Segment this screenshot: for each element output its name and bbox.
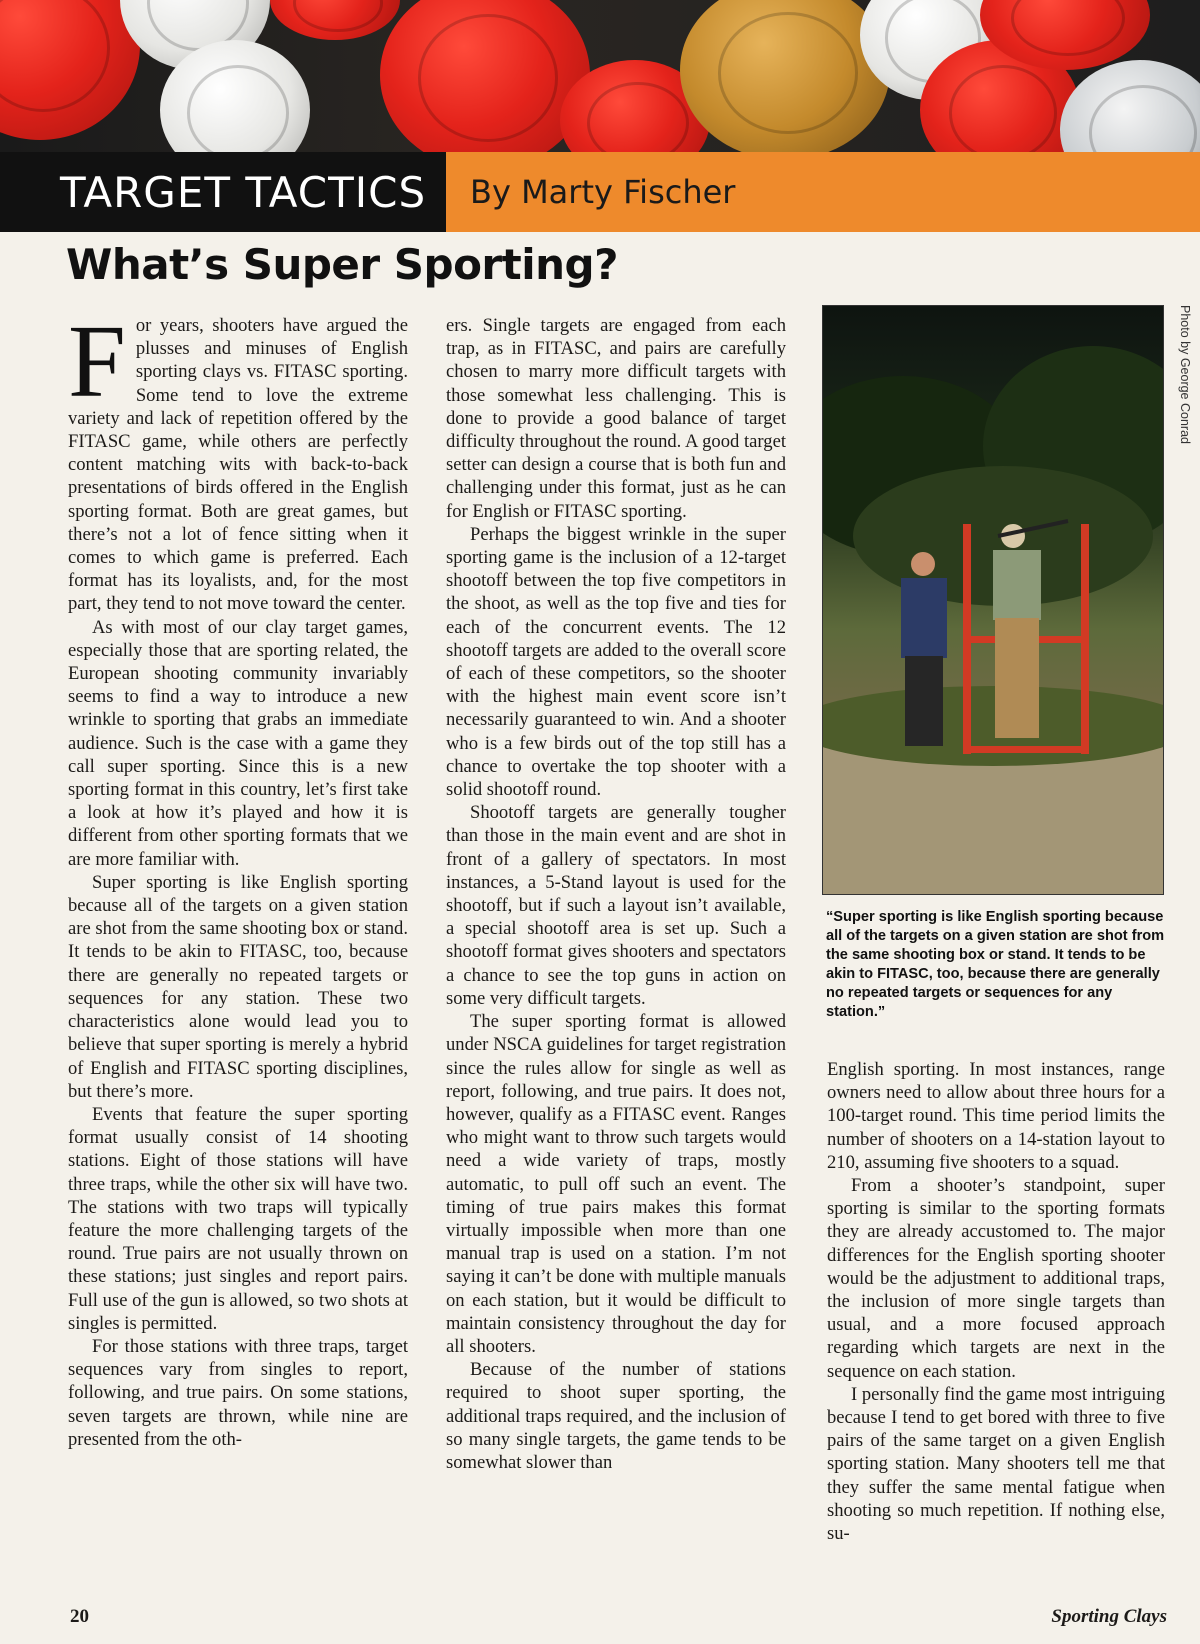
article-column-1 xyxy=(68,304,408,1451)
paragraph-text: or years, shooters have argued the plusses and minuses of English sporting clays vs. FITASC sporting. Some tend to love the extreme variety and lack of repetition offered by the FITASC game, while others are perfectly content matching wits with back-to-back presentations of birds offered in the English sporting format. Both are great games, but there’s not a lot of fence sitting when it comes to which game is preferred. Each format has its loyalists, and, for the most part, they tend to not move toward the center. xyxy=(68,315,408,615)
paragraph: For those stations with three traps, target sequences vary from singles to report, following, and true pairs. On some stations, seven targets are thrown, while nine are presented from the oth- xyxy=(68,1335,408,1450)
trap-frame xyxy=(963,746,1089,753)
column-header-strip xyxy=(0,152,1200,232)
photo-caption: “Super sporting is like English sporting because all of the targets on a given station are shot from the same shooting box or stand. It tends to be akin to FITASC, too, because there are generally no repeated targets or sequences for any station.” xyxy=(826,909,1165,1020)
page-number: 20 xyxy=(70,1606,89,1627)
paragraph: English sporting. In most instances, range owners need to allow about three hours for a 100-target round. This time period limits the number of shooters on a 14-station layout to 210, assuming five shooters to a squad. xyxy=(827,1059,1165,1173)
paragraph: Events that feature the super sporting format usually consist of 14 shooting stations. Eight of those stations will have three traps, while the other six will have two. The stations with two traps will typically feature the more challenging targets of the round. True pairs are not usually thrown on these stations; just singles and report pairs. Full use of the gun is allowed, so two shots at singles is permitted. xyxy=(68,1103,408,1334)
photo-credit: Photo by George Conrad xyxy=(1178,305,1192,444)
paragraph: From a shooter’s standpoint, super sporting is similar to the sporting formats they are already accustomed to. The major differences for the English sporting shooter would be the adjustment to additional traps, the inclusion of more single targets than usual, and a more focused approach regarding which targets are next in the sequence on each station. xyxy=(827,1175,1165,1382)
grey-clay-target xyxy=(1060,60,1200,152)
red-clay-target xyxy=(0,0,140,140)
paragraph: ers. Single targets are engaged from each trap, as in FITASC, and pairs are carefully chosen to marry more difficult targets with those somewhat less challenging. This is done to provide a good balance of target difficulty throughout the round. A good target setter can design a course that is both fun and challenging under this format, just as he can for English or FITASC sporting. xyxy=(446,315,786,522)
paragraph: As with most of our clay target games, especially those that are sporting related, the European shooting community invariably seems to find a way to introduce a new wrinkle to sporting that grabs an immediate audience. Such is the case with a game they call super sporting. Since this is a new sporting format in this country, let’s first take a look at how it’s played and how it is different from other sporting formats that we are more familiar with. xyxy=(68,616,408,870)
article-title: What’s Super Sporting? xyxy=(66,240,618,289)
shooter-2-legs xyxy=(995,618,1039,738)
article-column-2 xyxy=(446,314,786,1474)
shooter-1-head xyxy=(911,552,935,576)
shooter-1-vest xyxy=(901,578,947,658)
column-name: TARGET TACTICS xyxy=(60,167,427,217)
brush xyxy=(823,686,1164,766)
paragraph: Super sporting is like English sporting because all of the targets on a given station are shot from the same shooting box or stand. It tends to be akin to FITASC, too, because there are generally no repeated targets or sequences for any station. These two characteristics alone would lead you to believe that super sporting is merely a hybrid of English and FITASC sporting disciplines, but there’s more. xyxy=(68,871,408,1102)
paragraph: Because of the number of stations required to shoot super sporting, the additional traps required, and the inclusion of so many single targets, the game tends to be somewhat slower than xyxy=(446,1359,786,1473)
article-column-3 xyxy=(827,1058,1165,1545)
paragraph: The super sporting format is allowed under NSCA guidelines for target registration since the rules allow for single as well as report, following, and true pairs. It does not, however, qualify as a FITASC event. Ranges who might want to throw such targets would need a wide variety of traps, mostly automatic, to pull off such an event. The timing of true pairs makes this format virtually impossible when more than one manual trap is used on a station. I’m not saying it can’t be done with multiple manuals on each station, but it would be difficult to maintain consistency throughout the day for all shooters. xyxy=(446,1011,786,1357)
paragraph: Perhaps the biggest wrinkle in the super sporting game is the inclusion of a 12-target shootoff between the top five competitors in the shoot, as well as the top five and ties for each of the concurrent events. The 12 shootoff targets are added to the overall score of each of these competitors, so the shooter with the highest main event score isn’t necessarily guaranteed to win. And a shooter who is a few birds out of the top still has a chance to overtake the top shooter with a solid shootoff round. xyxy=(446,523,786,801)
drop-cap: F xyxy=(68,304,126,419)
paragraph: Shootoff targets are generally tougher than those in the main event and are shot in front of a gallery of spectators. In most instances, a 5-Stand layout is used for the shootoff, but if such a layout isn’t available, a special shootoff area is set up. Such a shootoff format gives shooters and spectators a chance to see the top guns in action on some very difficult targets. xyxy=(446,802,786,1009)
shooters-photo xyxy=(822,305,1164,895)
shooter-2-shirt xyxy=(993,550,1041,620)
gold-clay-target xyxy=(680,0,890,152)
byline-block xyxy=(446,152,1200,232)
column-name-block xyxy=(0,152,446,232)
paragraph xyxy=(68,304,408,616)
red-clay-target xyxy=(270,0,400,40)
paragraph: I personally find the game most intriguing because I tend to get bored with three to five pairs of the same target on a given English sporting station. Many shooters tell me that they suffer the same mental fatigue when shooting so much repetition. If nothing else, su- xyxy=(827,1383,1165,1545)
clay-targets-banner-image xyxy=(0,0,1200,152)
shooter-1-legs xyxy=(905,656,943,746)
red-clay-target xyxy=(380,0,590,152)
photo-scene xyxy=(823,306,1164,895)
magazine-name: Sporting Clays xyxy=(1051,1606,1167,1627)
byline: By Marty Fischer xyxy=(470,173,736,211)
